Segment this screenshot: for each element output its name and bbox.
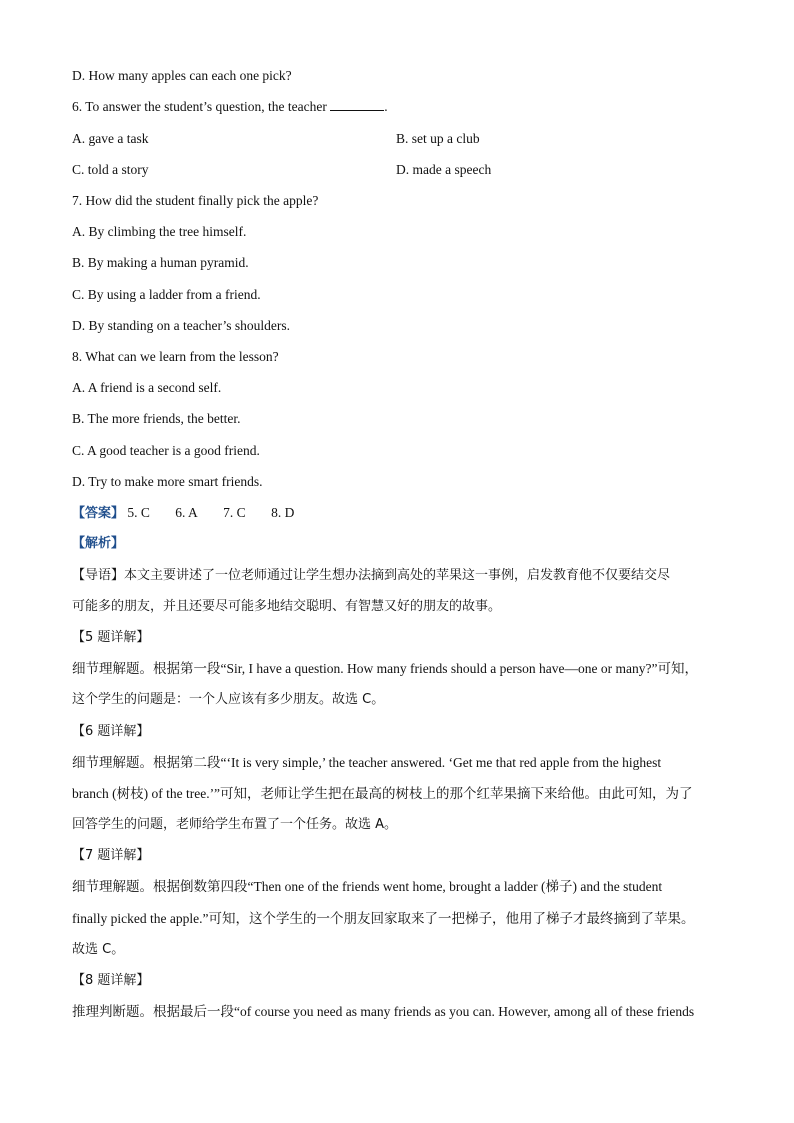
answer-item: 5. C: [127, 505, 150, 520]
detail5-label: 【5 题详解】: [72, 630, 150, 645]
detail5-line-2: 这个学生的问题是：一个人应该有多少朋友。故选 C。: [72, 692, 385, 707]
detail6-line-1: 细节理解题。根据第二段“‘It is very simple,’ the teacher answered. ‘Get me that red apple from the highest: [72, 755, 662, 770]
detail7-line-2: finally picked the apple.”可知，这个学生的一个朋友回家取来了一把梯子，他用了梯子才最终摘到了苹果。: [72, 911, 695, 926]
detail5-line-1: 细节理解题。根据第一段“Sir, I have a question. How many friends should a person have—one or many?”可知，: [72, 661, 698, 676]
detail6-label: 【6 题详解】: [72, 724, 150, 739]
analysis-label: 【解析】: [72, 536, 125, 551]
guide-text-1: 本文主要讲述了一位老师通过让学生想办法摘到高处的苹果这一事例，启发教育他不仅要结交尽: [124, 568, 671, 583]
q8-stem: 8. What can we learn from the lesson?: [72, 349, 279, 364]
answer-item: 6. A: [175, 505, 198, 520]
answer-item: 7. C: [223, 505, 246, 520]
detail7-line-1: 细节理解题。根据倒数第四段“Then one of the friends went home, brought a ladder (梯子) and the student: [72, 879, 663, 894]
q6-answer-blank: [330, 98, 384, 111]
q6-option-d: D. made a speech: [396, 162, 492, 177]
detail7-line-3: 故选 C。: [72, 942, 125, 957]
guide-label: 【导语】: [72, 568, 125, 583]
q6-option-a: A. gave a task: [72, 131, 149, 146]
q8-option-d: D. Try to make more smart friends.: [72, 474, 263, 489]
q7-option-a: A. By climbing the tree himself.: [72, 224, 247, 239]
answer-line: [72, 504, 294, 523]
q8-option-c: C. A good teacher is a good friend.: [72, 443, 260, 458]
q8-option-a: A. A friend is a second self.: [72, 380, 222, 395]
q6-option-c: C. told a story: [72, 162, 149, 177]
q5-option-d: D. How many apples can each one pick?: [72, 68, 292, 83]
detail7-label: 【7 题详解】: [72, 848, 150, 863]
guide-line-1: [72, 567, 670, 585]
detail8-label: 【8 题详解】: [72, 973, 150, 988]
q6-stem: [72, 98, 388, 116]
q7-option-d: D. By standing on a teacher’s shoulders.: [72, 318, 290, 333]
guide-line-2: 可能多的朋友，并且还要尽可能多地结交聪明、有智慧又好的朋友的故事。: [72, 599, 502, 614]
detail8-line-1: 推理判断题。根据最后一段“of course you need as many friends as you can. However, among all of these friends: [72, 1004, 695, 1019]
q7-option-c: C. By using a ladder from a friend.: [72, 287, 261, 302]
q7-option-b: B. By making a human pyramid.: [72, 255, 249, 270]
q6-option-b: B. set up a club: [396, 131, 480, 146]
q6-stem-suffix: .: [384, 99, 388, 114]
answer-item: 8. D: [271, 505, 295, 520]
detail6-line-2: branch (树枝) of the tree.’”可知，老师让学生把在最高的树枝上的那个红苹果摘下来给他。由此可知，为了: [72, 786, 693, 801]
q6-stem-prefix: 6. To answer the student’s question, the teacher: [72, 99, 327, 114]
q8-option-b: B. The more friends, the better.: [72, 411, 241, 426]
answer-label: 【答案】: [72, 506, 125, 521]
detail6-line-3: 回答学生的问题，老师给学生布置了一个任务。故选 A。: [72, 817, 398, 832]
q7-stem: 7. How did the student finally pick the apple?: [72, 193, 319, 208]
